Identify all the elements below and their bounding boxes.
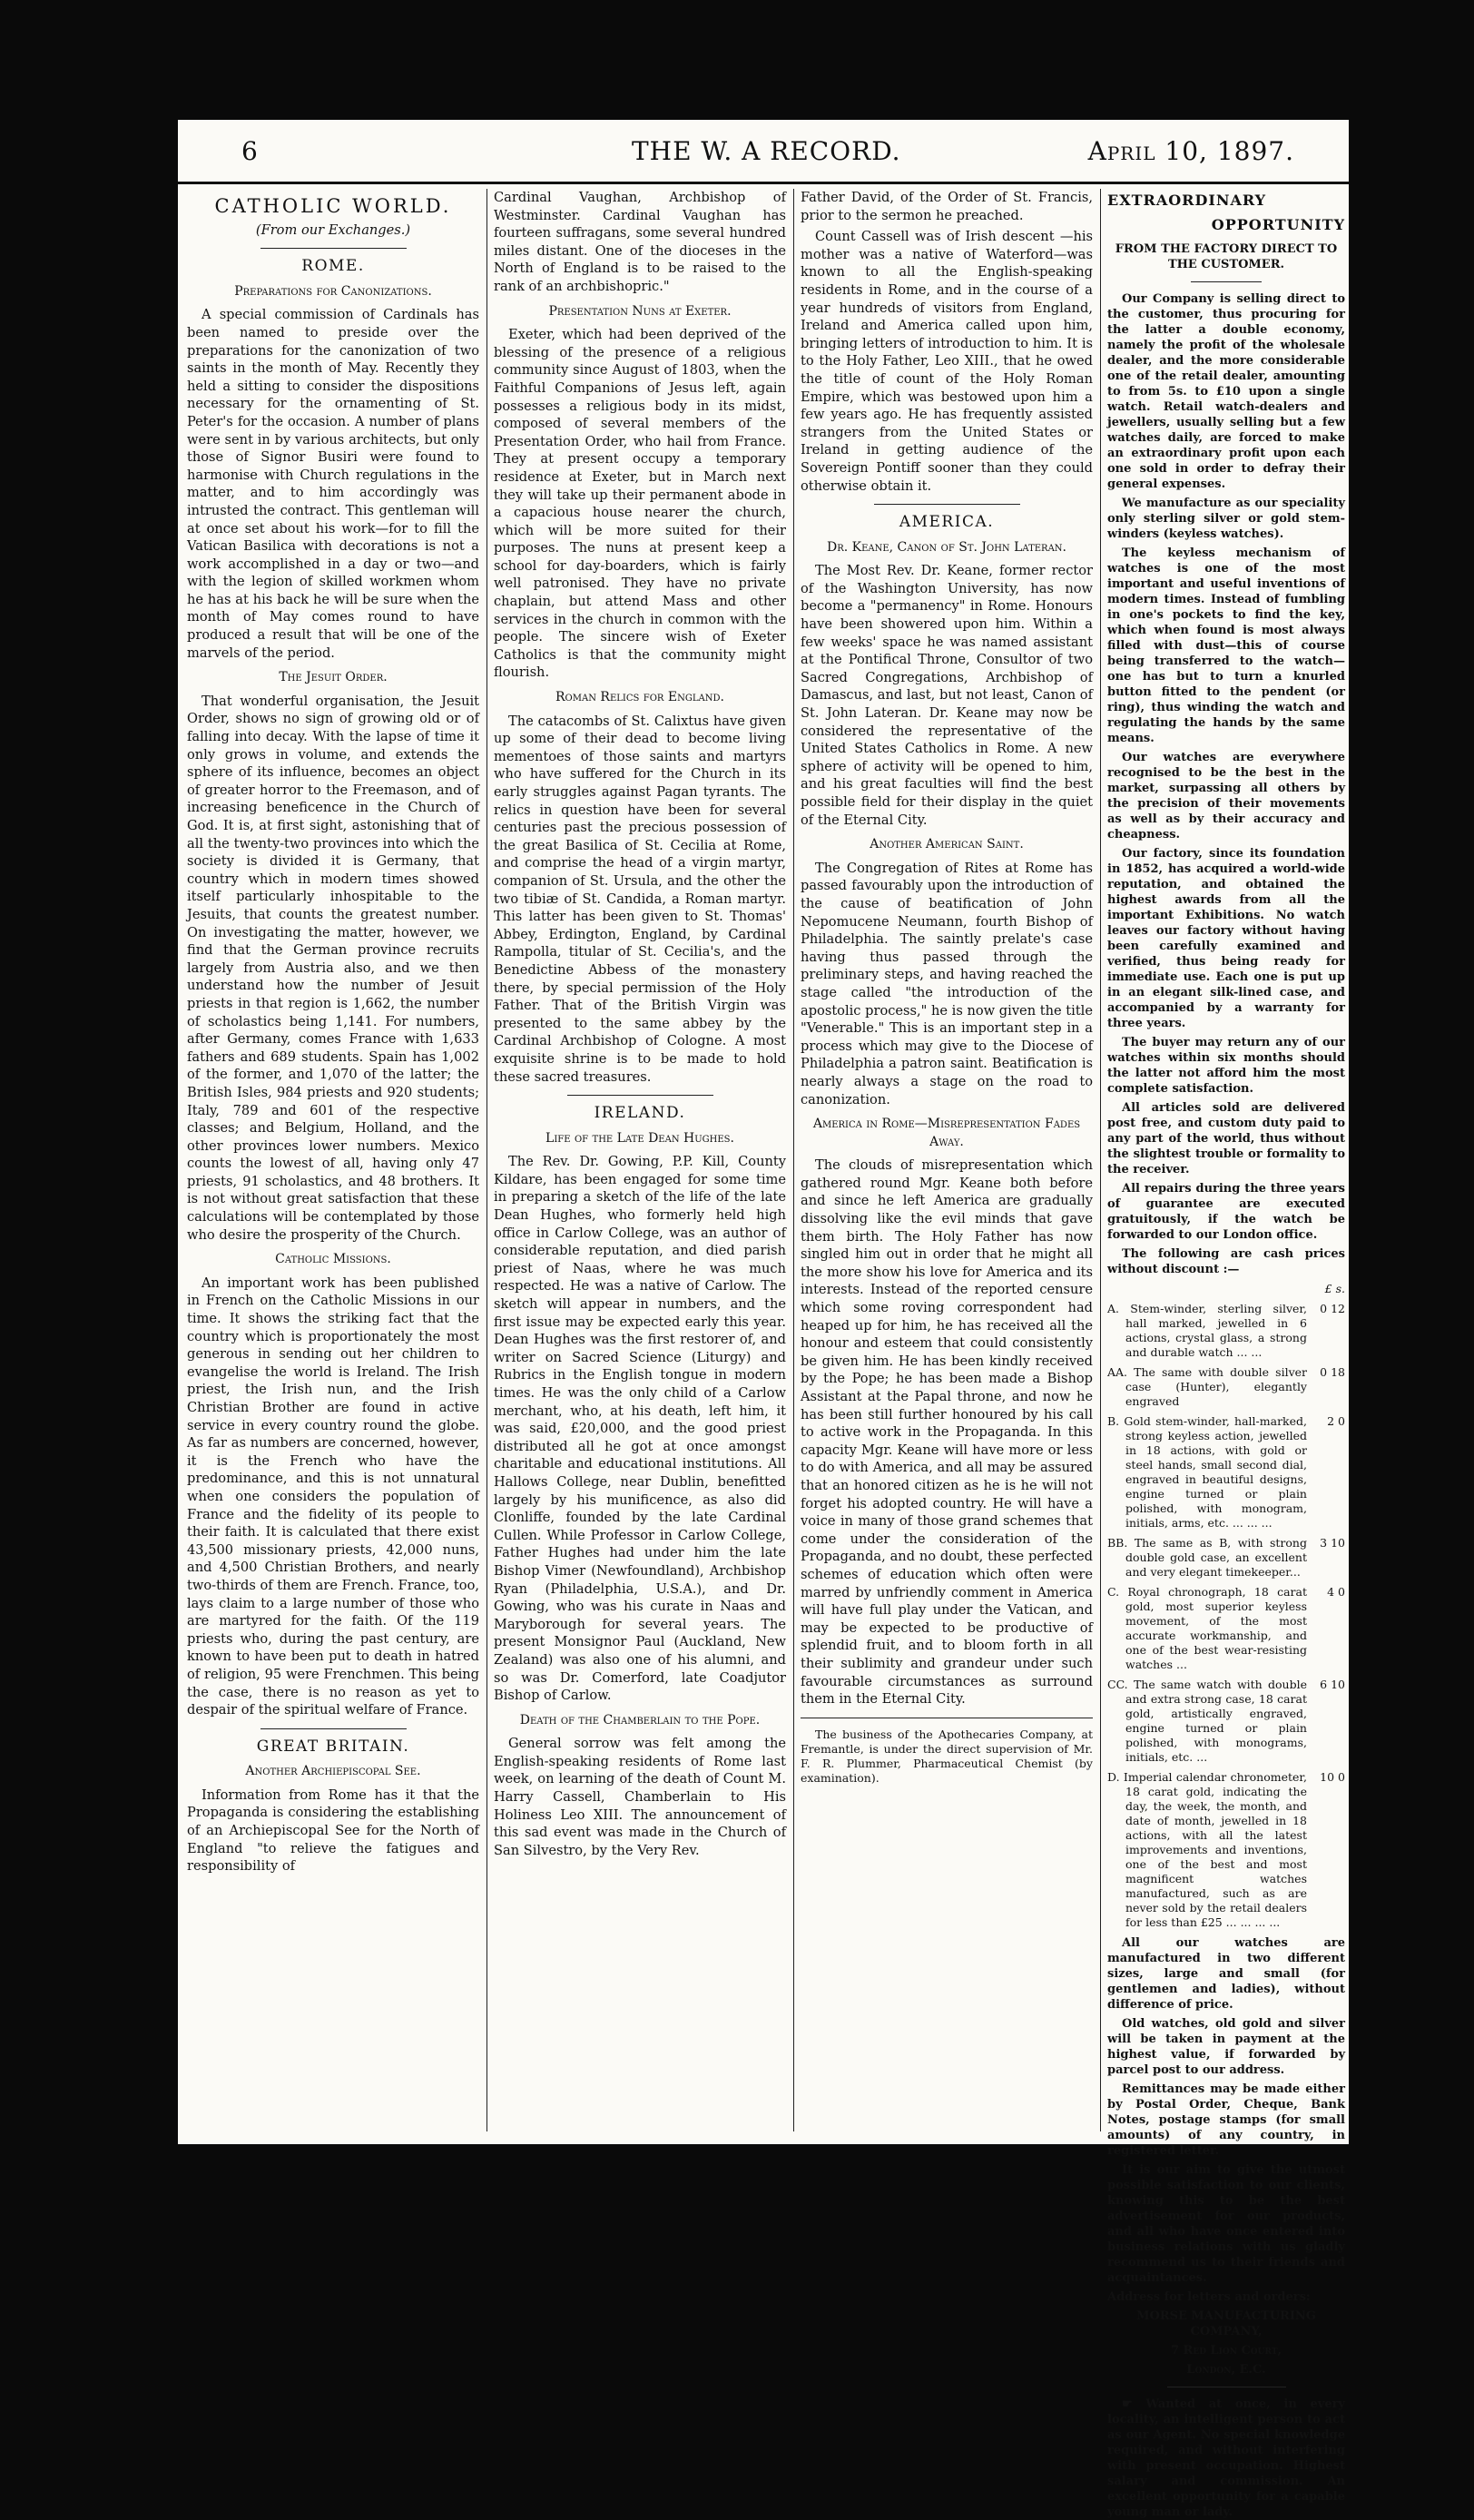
article-paragraph: A special commission of Cardinals has been named to preside over the preparations for the canonization of two saints in the month of May. Recently they held a sitting to consider the dispositions necessary for the ornamenting of St. Peter's for the occasion. A number of plans were sent in by various architects, but only those of Signor Busiri were found to harmonise with Church regulations in the matter, and to him accordingly was intrusted the contract. This gentleman will at once set about his work—for to fill the Vatican Basilica with decorations is not a work accomplished in a day or two—and with the legion of skilled workmen whom he has at his back he will be sure when the month of May comes round to have produced a result that will be one of the marvels of the period. <box>187 307 479 661</box>
price-row <box>1107 1302 1345 1360</box>
section-heading: ROME. <box>301 257 365 276</box>
section-heading: IRELAND. <box>594 1104 686 1123</box>
ad-paragraph: It is our aim to give the utmost possible satisfaction to our clients, knowing this to be the best advertisement for our products, and all who have once entered into business relations with us gladly recommend us to their friends and acquaintances. <box>1107 2163 1345 2285</box>
article-paragraph: Father David, of the Order of St. Francis, prior to the sermon he preached. <box>801 190 1093 223</box>
article-subheading: Preparations for Canonizations. <box>234 283 432 299</box>
ad-paragraph: The buyer may return any of our watches within six months should the latter not afford him the most complete satisfaction. <box>1107 1036 1345 1096</box>
price-amount: 4 0 <box>1327 1585 1345 1599</box>
ad-paragraph: The following are cash prices without discount :— <box>1107 1247 1345 1276</box>
column-2 <box>494 189 786 2131</box>
price-row <box>1107 1678 1345 1765</box>
article-subheading: Another American Saint. <box>870 837 1024 852</box>
article-paragraph: The clouds of misrepresentation which gathered round Mgr. Keane both before and since he left America are gradually dissolving like the evil minds that gave them birth. The Holy Father has now singled him out in order that he might all the more show his love for America and its interests. Instead of the reported censure which some roving correspondent had heaped up for him, he has received all the honour and esteem that could consistently be given him. He has been kindly received by the Pope; he has been made a Bishop Assistant at the Papal throne, and now he has been still further honoured by his call to active work in the Propaganda. In this capacity Mgr. Keane will have more or less to do with America, and all may be assured that an honored citizen as he is he will not forget his adopted country. He will have a voice in many of those grand schemes that come under the consideration of the Propaganda, and no doubt, these perfected schemes of education which often were marred by unfriendly comment in America will have full play under the Vatican, and may be expected to be productive of splendid fruit, and to bloom forth in all their sublimity and grandeur under such favourable circumstances as surround them in the Eternal City. <box>801 1157 1093 1708</box>
article-subheading: Roman Relics for England. <box>555 690 724 705</box>
watch-advertisement <box>1107 189 1345 2519</box>
price-row <box>1107 1585 1345 1672</box>
price-label: B. Gold stem-winder, hall-marked, strong keyless action, jewelled in 18 actions, with gold or steel hands, small second dial, engraved in beautiful designs, engine turned or plain polished, with monogram, initials, arms, etc. ... ... ... <box>1107 1414 1307 1530</box>
ad-paragraph: Remittances may be made either by Postal Order, Cheque, Bank Notes, postage stamps (for small amounts) of any country, in registered letter. <box>1107 2082 1345 2158</box>
price-label: AA. The same with double silver case (Hunter), elegantly engraved <box>1107 1365 1307 1408</box>
article-paragraph: General sorrow was felt among the English-speaking residents of Rome last week, on learning of the death of Count M. Harry Cassell, Chamberlain to His Holiness Leo XIII. The announcement of this sad event was made in the Church of San Silvestro, by the Very Rev. <box>494 1736 786 1858</box>
column-rule <box>486 189 487 2131</box>
article-subheading: Another Archiepiscopal See. <box>245 1764 421 1779</box>
divider <box>874 504 1020 505</box>
issue-date: April 10, 1897. <box>1087 136 1294 166</box>
ad-paragraph: All repairs during the three years of guarantee are executed gratuitously, if the watch be forwarded to our London office. <box>1107 1182 1345 1242</box>
masthead <box>178 120 1349 184</box>
article-subheading: The Jesuit Order. <box>279 670 388 685</box>
divider <box>1191 281 1263 282</box>
section-heading: GREAT BRITAIN. <box>256 1737 410 1756</box>
price-label: D. Imperial calendar chronometer, 18 carat gold, indicating the day, the week, the month, and date of month, jewelled in 18 actions, with all the latest improvements and inventions, one of the best and most magnificent watches manufactured, such as are never sold by the retail dealers for less than £25 ... ... ... ... <box>1107 1770 1307 1929</box>
article-paragraph: The Congregation of Rites at Rome has passed favourably upon the introduction of the cause of beatification of John Nepomucene Neumann, fourth Bishop of Philadelphia. The saintly prelate's case having thus passed through the preliminary steps, and having reached the stage called "the introduction of the apostolic process," he is now given the title "Venerable." This is an important step in a process which may give to the Diocese of Philadelphia a patron saint. Beatification is nearly always a stage on the road to canonization. <box>801 860 1093 1107</box>
article-paragraph: Information from Rome has it that the Propaganda is considering the establishing of an Archiepiscopal See for the North of England "to relieve the fatigues and responsibility of <box>187 1787 479 1875</box>
address-label: Address for letters and orders: <box>1107 2290 1311 2304</box>
column-1 <box>187 189 479 2131</box>
price-label: C. Royal chronograph, 18 carat gold, most superior keyless movement, of the most accurate workmanship, and one of the best wear-resisting watches ... <box>1107 1585 1307 1671</box>
article-subheading: Presentation Nuns at Exeter. <box>548 303 732 319</box>
price-row <box>1107 1770 1345 1930</box>
article-paragraph: Exeter, which had been deprived of the blessing of the presence of a religious community since August of 1803, when the Faithful Companions of Jesus left, again possesses a religious body in its midst, composed of several members of the Presentation Order, who hail from France. They at present occupy a temporary residence at Exeter, but in March next they will take up their permanent abode in a capacious house nearer the church, which will be more suited for their purposes. The nuns at present keep a school for day-boarders, which is fairly well patronised. They have no private chaplain, but attend Mass and other services in the church in common with the people. The sincere wish of Exeter Catholics is that the community might flourish. <box>494 327 786 681</box>
article-paragraph: Cardinal Vaughan, Archbishop of Westminster. Cardinal Vaughan has fourteen suffragans, some several hundred miles distant. One of the dioceses in the North of England is to be raised to the rank of an archbishopric." <box>494 190 786 294</box>
newspaper-title: THE W. A RECORD. <box>632 136 901 166</box>
newspaper-page <box>178 120 1349 2519</box>
price-list <box>1107 1302 1345 1930</box>
article-subheading: Death of the Chamberlain to the Pope. <box>519 1712 761 1728</box>
price-amount: 2 0 <box>1327 1414 1345 1428</box>
price-label: A. Stem-winder, sterling silver, hall marked, jewelled in 6 actions, crystal glass, a strong and durable watch ... ... <box>1107 1302 1307 1359</box>
article-paragraph: The Rev. Dr. Gowing, P.P. Kill, County Kildare, has been engaged for some time in preparing a sketch of the life of the late Dean Hughes, who formerly held high office in Carlow College, was an author of considerable reputation, and died parish priest of Naas, where he was much respected. He was a native of Carlow. The sketch will appear in numbers, and the first issue may be expected early this year. Dean Hughes was the first restorer of, and writer on Sacred Science (Liturgy) and Rubrics in the English tongue in modern times. He was the only child of a Carlow merchant, who, at his death, left him, it was said, £20,000, and the good priest distributed all he got at once amongst charitable and educational institutions. All Hallows College, near Dublin, benefitted largely by his munificence, as also did Clonliffe, founded by the late Cardinal Cullen. While Professor in Carlow College, Father Hughes had under him the late Bishop Vimer (Newfoundland), Archbishop Ryan (Philadelphia, U.S.A.), and Dr. Gowing, who was his curate in Naas and Maryborough for several years. The present Monsignor Paul (Auckland, New Zealand) was also one of his alumni, and so was Dr. Comerford, late Coadjutor Bishop of Carlow. <box>494 1154 786 1704</box>
ad-paragraph: The keyless mechanism of watches is one of the most important and useful inventions of modern times. Instead of fumbling in one's pockets to find the key, which when found is most always filled with dust—this of course being transferred to the watch—one has but to turn a knurled button fitted to the pendent (or ring), thus winding the watch and regulating the hands by the same means. <box>1107 546 1345 745</box>
company-street: 7 Red Lion Court, <box>1170 2344 1282 2358</box>
article-subheading: America in Rome—Misrepresentation Fades Away. <box>812 1117 1081 1149</box>
article-paragraph: Count Cassell was of Irish descent —his mother was a native of Waterford—was known to all the English-speaking residents in Rome, and in the course of a year hundreds of visitors from England, Ireland and America called upon him, bringing letters of introduction to him. It is to the Holy Father, Leo XIII., that he owed the title of count of the Holy Roman Empire, which was bestowed upon him a few years ago. He has frequently assisted strangers from the United States or Ireland in getting audience of the Sovereign Pontiff sooner than they could otherwise obtain it. <box>801 229 1093 494</box>
ad-title: OPPORTUNITY <box>1211 216 1345 233</box>
agent-wanted-notice: ☛ Wanted at once, in every locality, an intelligent person to act as our Agent. No special knowledge required, and without interfering with present occupation. Highest salary and commission. An excellent opportunity for a capable young man or lady. <box>1107 2397 1345 2519</box>
price-row <box>1107 1536 1345 1580</box>
ad-paragraph: Our factory, since its foundation in 1852, has acquired a world-wide reputation, and obtained the highest awards from all the important Exhibitions. No watch leaves our factory without having been carefully examined and verified, thus being ready for immediate use. Each one is put up in an elegant silk-lined case, and accompanied by a warranty for three years. <box>1107 847 1345 1030</box>
ad-paragraph: We manufacture as our speciality only sterling silver or gold stem-winders (keyless watches). <box>1107 497 1345 541</box>
company-city: London, E.C. <box>1186 2363 1266 2377</box>
ad-paragraph: Our watches are everywhere recognised to be the best in the market, surpassing all others by the precision of their movements as well as by their accuracy and cheapness. <box>1107 751 1345 842</box>
price-amount: 3 10 <box>1320 1536 1345 1550</box>
divider <box>260 248 407 249</box>
price-row <box>1107 1414 1345 1531</box>
source-note: (From our Exchanges.) <box>255 221 411 238</box>
section-heading: CATHOLIC WORLD. <box>214 195 452 217</box>
article-paragraph: An important work has been published in French on the Catholic Missions in our time. It shows the striking fact that the country which is proportionately the most generous in sending out her children to evangelise the world is Ireland. The Irish priest, the Irish nun, and the Irish Christian Brother are found in active service in every country round the globe. As far as numbers are concerned, however, it is the French who have the predominance, and this is not unnatural when one considers the population of France and the fidelity of its people to their faith. It is calculated that there exist 43,500 missionary priests, 42,000 nuns, and 4,500 Christian Brothers, and nearly two-thirds of them are French. France, too, lays claim to a large number of those who are martyred for the faith. Of the 119 priests who, during the past century, are known to have been put to death in hatred of religion, 95 were Frenchmen. This being the case, there is no reason as yet to despair of the spiritual welfare of France. <box>187 1275 479 1718</box>
price-amount: 0 18 <box>1320 1365 1345 1379</box>
divider <box>567 1095 713 1096</box>
ad-paragraph: Our Company is selling direct to the customer, thus procuring for the latter a double economy, namely the profit of the wholesale dealer, and the more considerable one of the retail dealer, amounting to from 5s. to £10 upon a single watch. Retail watch-dealers and jewellers, usually selling but a few watches daily, are forced to make an extraordinary profit upon each one sold in order to defray their general expenses. <box>1107 292 1345 491</box>
article-subheading: Catholic Missions. <box>275 1252 391 1267</box>
article-paragraph: That wonderful organisation, the Jesuit Order, shows no sign of growing old or of falling into decay. With the lapse of time it only grows in volume, and extends the sphere of its influence, becomes an object of greater horror to the Freemason, and of increasing beneficence in the Church of God. It is, at first sight, astonishing that of all the twenty-two provinces into which the society is divided it is Germany, that country which in modern times showed itself particularly inhospitable to the Jesuits, that counts the greatest number. On investigating the matter, however, we find that the German province recruits largely from Austria also, and we then understand how the number of Jesuit priests in that region is 1,662, the number of scholastics being 1,141. For numbers, after Germany, comes France with 1,633 fathers and 689 students. Spain has 1,002 of the former, and 1,070 of the latter; the British Isles, 984 priests and 920 students; Italy, 789 and 601 of the respective classes; and Belgium, Holland, and the other provinces lower numbers. Mexico counts the lowest of all, having only 47 priests, 91 scholastics, and 48 brothers. It is not without great satisfaction that these calculations will be contemplated by those who desire the prosperity of the Church. <box>187 693 479 1243</box>
article-paragraph: The Most Rev. Dr. Keane, former rector of the Washington University, has now become a "permanency" in Rome. Honours have been showered upon him. Within a few weeks' space he was named assistant at the Pontifical Throne, Consultor of two Sacred Congregations, Archbishop of Damascus, and last, but not least, Canon of St. John Lateran. Dr. Keane may now be considered the representative of the United States Catholics in Rome. A new sphere of activity will be opened to him, and his great faculties will find the best possible field for their display in the quiet of the Eternal City. <box>801 563 1093 828</box>
price-label: BB. The same as B, with strong double gold case, an excellent and very elegant timekeeper... <box>1107 1536 1307 1579</box>
article-subheading: Life of the Late Dean Hughes. <box>545 1130 734 1146</box>
ad-paragraph: All articles sold are delivered post free, and custom duty paid to any part of the world, thus without the slightest trouble or formality to the receiver. <box>1107 1101 1345 1176</box>
article-paragraph: The catacombs of St. Calixtus have given up some of their dead to become living mementoes of those saints and martyrs who have suffered for the Church in its early struggles against Pagan tyrants. The relics in question have been for several centuries past the precious possession of the great Basilica of St. Cecilia at Rome, and comprise the head of a virgin martyr, companion of St. Ursula, and the other the two tibiæ of St. Candida, a Roman martyr. This latter has been given to St. Thomas' Abbey, Erdington, England, by Cardinal Rampolla, titular of St. Cecilia's, and the Benedictine Abbess of the monastery there, by special permission of the Holy Father. That of the British Virgin was presented to the same abbey by the Cardinal Archbishop of Cologne. A most exquisite shrine is to be made to hold these sacred treasures. <box>494 713 786 1085</box>
price-unit-header: £ s. <box>1324 1282 1345 1295</box>
price-amount: 0 12 <box>1320 1302 1345 1315</box>
divider <box>260 1728 407 1729</box>
column-rule <box>793 189 794 2131</box>
company-name: MORSE MANUFACTURING COMPANY, <box>1136 2309 1316 2338</box>
ad-paragraph: All our watches are manufactured in two different sizes, large and small (for gentlemen and ladies), without difference of price. <box>1107 1936 1345 2012</box>
price-amount: 10 0 <box>1320 1770 1345 1784</box>
article-subheading: Dr. Keane, Canon of St. John Lateran. <box>826 539 1067 555</box>
ad-title: EXTRAORDINARY <box>1107 192 1267 209</box>
ad-paragraph: Old watches, old gold and silver will be taken in payment at the highest value, if forwarded by parcel post to our address. <box>1107 2017 1345 2077</box>
ad-tagline: FROM THE FACTORY DIRECT TO THE CUSTOMER. <box>1115 242 1338 271</box>
business-notice: The business of the Apothecaries Company, at Fremantle, is under the direct supervision of Mr. F. R. Plummer, Pharmaceutical Chemist (by examination). <box>801 1727 1093 1785</box>
section-heading: AMERICA. <box>899 513 995 532</box>
price-label: CC. The same watch with double and extra strong case, 18 carat gold, artistically engraved, engine turned or plain polished, with monograms, initials, etc. ... <box>1107 1678 1307 1764</box>
price-amount: 6 10 <box>1320 1678 1345 1691</box>
column-rule <box>1100 189 1101 2131</box>
price-row <box>1107 1365 1345 1409</box>
column-3 <box>801 189 1093 2131</box>
page-number: 6 <box>241 136 259 166</box>
